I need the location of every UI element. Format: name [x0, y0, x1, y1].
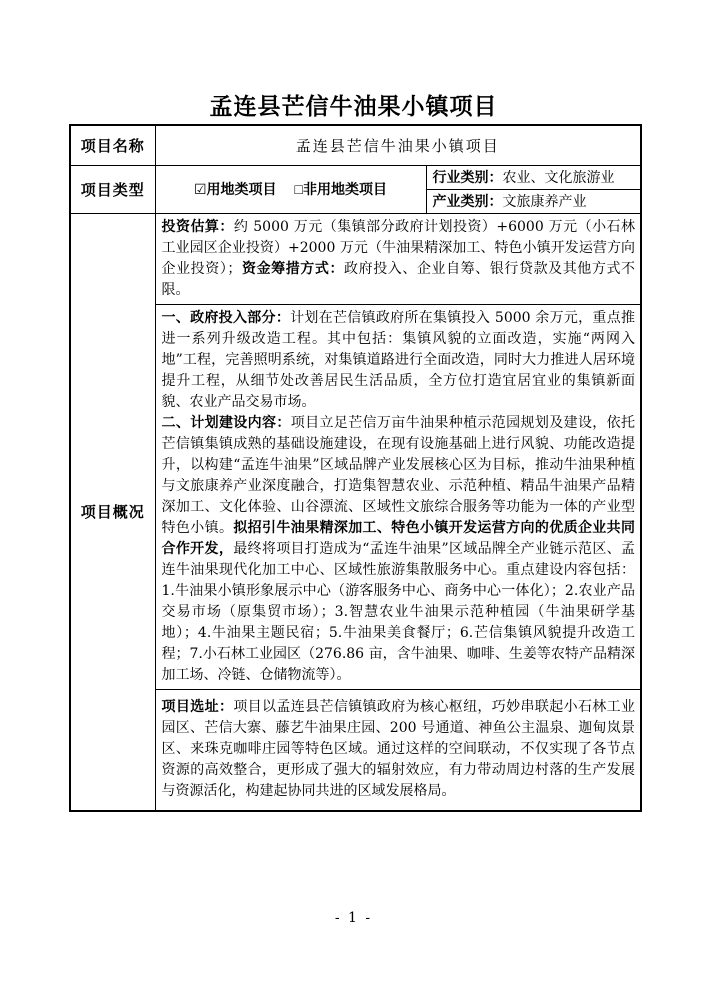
- industry-category-value: 农业、文化旅游业: [502, 170, 615, 186]
- checkbox-checked-icon: ☑: [193, 181, 207, 197]
- option-land-label: 用地类项目: [206, 181, 277, 197]
- overview-investment-cell: [155, 213, 641, 304]
- industry-category-label: 行业类别：: [432, 169, 503, 185]
- sector-category-label: 产业类别：: [432, 193, 503, 209]
- document-title: 孟连县芒信牛油果小镇项目: [209, 93, 498, 120]
- project-type-options: [155, 165, 426, 213]
- option-nonland-label: 非用地类项目: [303, 181, 388, 197]
- project-name-value: 孟连县芒信牛油果小镇项目: [155, 125, 641, 165]
- project-type-label: 项目类型: [70, 165, 155, 213]
- checkbox-unchecked-icon: □: [294, 181, 304, 197]
- project-info-table: [69, 124, 642, 812]
- government-input-paragraph: 一、政府投入部分：计划在芒信镇政府所在集镇投入 5000 余万元，重点推进一系列升级改造工程。其中包括：集镇风貌的立面改造，实施“两网入地”工程，完善照明系统，对集镇道路进行全面改造，同时大力推进人居环境提升工程，从细节处改善居民生活品质，全方位打造宜居宜业的集镇新面貌、农业产品交易市场。: [161, 309, 636, 410]
- investment-paragraph: 投资估算：约 5000 万元（集镇部分政府计划投资）+6000 万元（小石林工业园区企业投资）+2000 万元（牛油果精深加工、特色小镇开发运营方向企业投资）；资金筹措方式：政府投入、企业自筹、银行贷款及其他方式不限。: [161, 218, 636, 298]
- overview-label: 项目概况: [70, 213, 155, 811]
- overview-location-cell: [155, 689, 641, 811]
- site-selection-paragraph: 项目选址：项目以孟连县芒信镇镇政府为核心枢纽，巧妙串联起小石林工业园区、芒信大寨、藤艺牛油果庄园、200 号通道、神鱼公主温泉、迦甸岚景区、来珠克咖啡庄园等特色区域。通过这样的空间联动，不仅实现了各节点资源的高效整合，更形成了强大的辐射效应，有力带动周边村落的生产发展与资源活化，构建起协同共进的区域发展格局。: [161, 699, 636, 800]
- overview-plan-cell: [155, 304, 641, 689]
- industry-category-cell: [426, 165, 641, 189]
- page-number: - 1 -: [334, 910, 373, 926]
- construction-plan-paragraph: 二、计划建设内容：项目立足芒信万亩牛油果种植示范园规划及建设，依托芒信镇集镇成熟的基础设施建设，在现有设施基础上进行风貌、功能改造提升，以构建“孟连牛油果”区域品牌产业发展核心区为目标，推动牛油果种植与文旅康养产业深度融合，打造集智慧农业、示范种植、精品牛油果产品精深加工、文化体验、山谷漂流、区域性文旅综合服务等功能为一体的产业型特色小镇。拟招引牛油果精深加工、特色小镇开发运营方向的优质企业共同合作开发，最终将项目打造成为“孟连牛油果”区域品牌全产业链示范区、孟连牛油果现代化加工中心、区域性旅游集散服务中心。重点建设内容包括：1.牛油果小镇形象展示中心（游客服务中心、商务中心一体化）；2.农业产品交易市场（原集贸市场）；3.智慧农业牛油果示范种植园（牛油果研学基地）；4.牛油果主题民宿；5.牛油果美食餐厅；6.芒信集镇风貌提升改造工程；7.小石林工业园区（276.86 亩，含牛油果、咖啡、生姜等农特产品精深加工场、冷链、仓储物流等）。: [161, 414, 636, 683]
- sector-category-value: 文旅康养产业: [502, 194, 587, 210]
- project-name-label: 项目名称: [70, 125, 155, 165]
- sector-category-cell: [426, 189, 641, 213]
